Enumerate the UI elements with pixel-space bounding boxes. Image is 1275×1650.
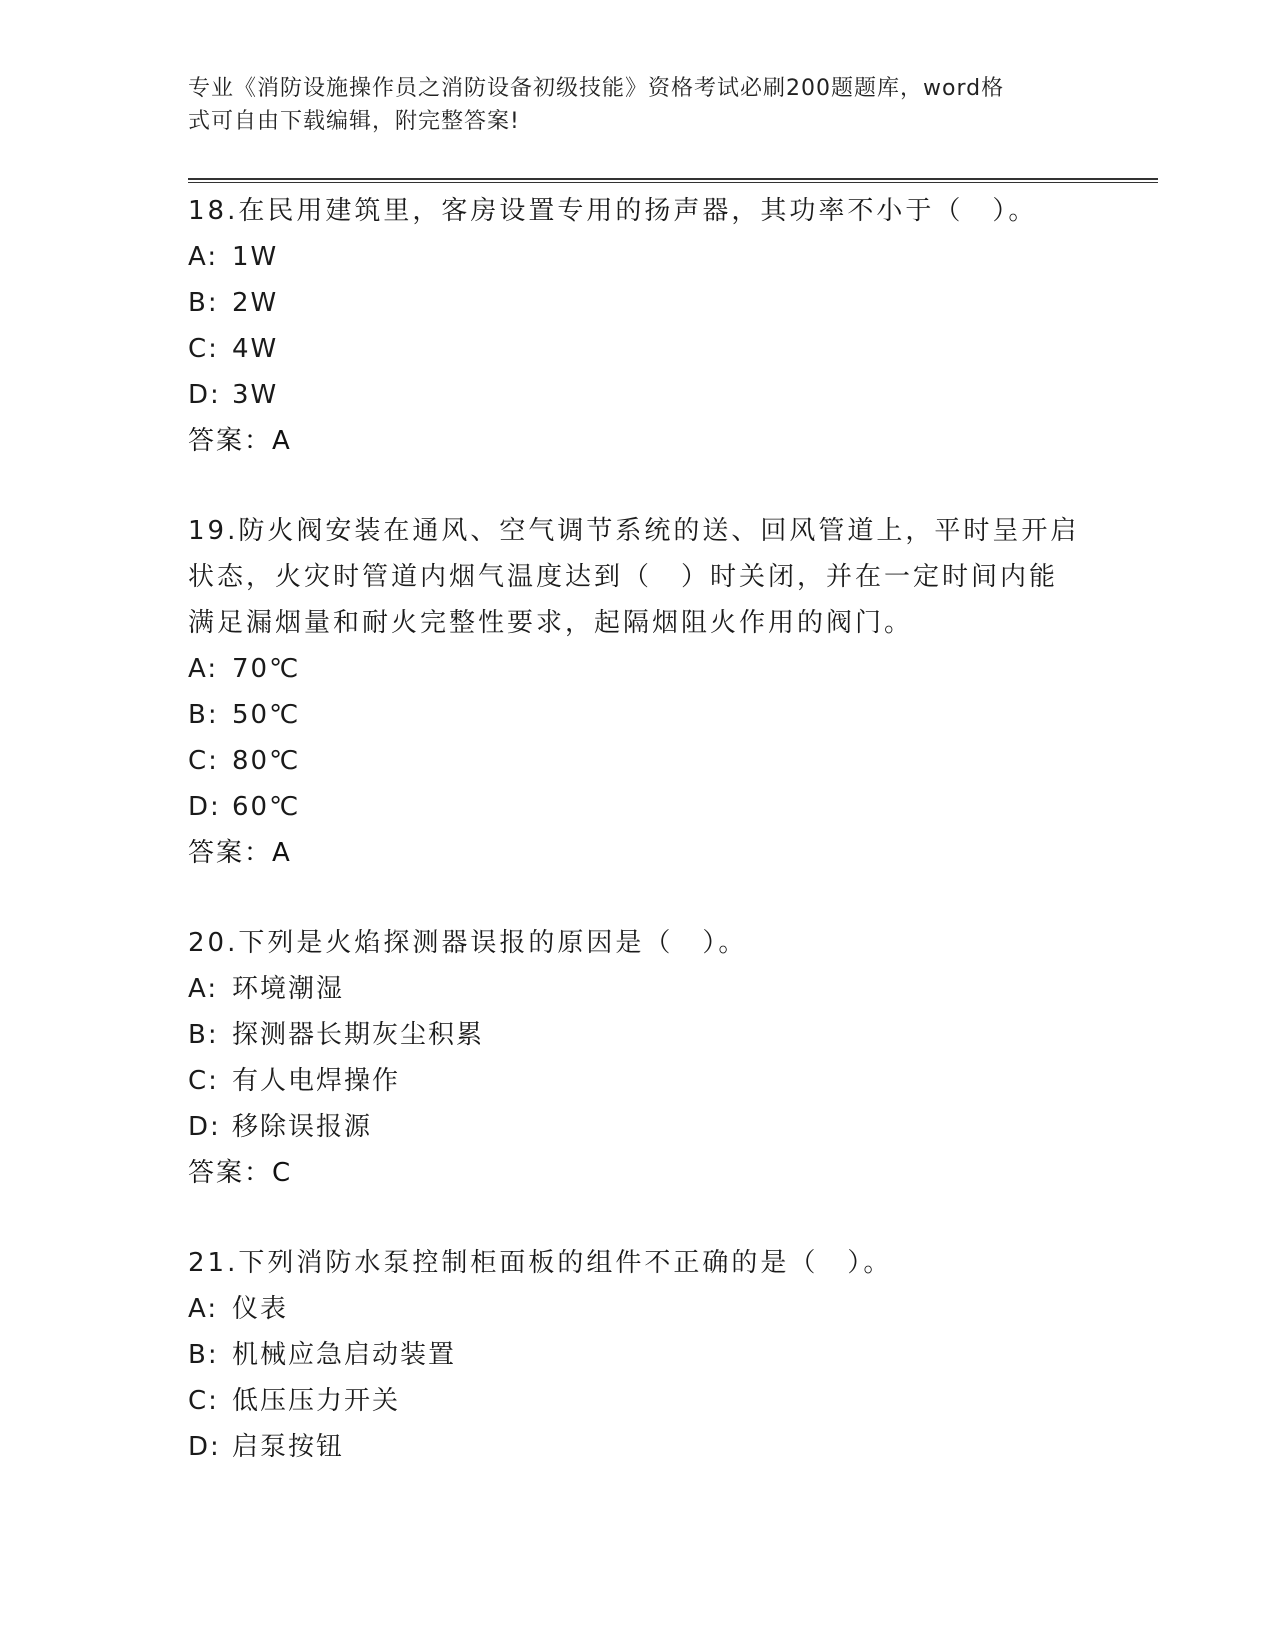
option-text: 80℃ bbox=[232, 746, 301, 776]
option-c bbox=[188, 326, 1088, 372]
option-text: 有人电焊操作 bbox=[232, 1066, 401, 1096]
option-text: 60℃ bbox=[232, 792, 301, 822]
option-label: A: bbox=[188, 1294, 219, 1324]
option-d bbox=[188, 1424, 1088, 1470]
option-c bbox=[188, 738, 1088, 784]
question-stem-line-1: 19.防火阀安装在通风、空气调节系统的送、回风管道上，平时呈开启 bbox=[188, 516, 1080, 546]
option-d bbox=[188, 784, 1088, 830]
option-label: D: bbox=[188, 1432, 221, 1462]
option-a bbox=[188, 646, 1088, 692]
question-20 bbox=[188, 920, 1088, 1196]
option-d bbox=[188, 372, 1088, 418]
option-text: 机械应急启动装置 bbox=[232, 1340, 457, 1370]
option-label: C: bbox=[188, 1386, 219, 1416]
option-label: D: bbox=[188, 380, 221, 410]
option-label: B: bbox=[188, 1340, 219, 1370]
option-text: 1W bbox=[232, 242, 279, 272]
document-header bbox=[188, 72, 1068, 138]
question-stem: 20.下列是火焰探测器误报的原因是（ ）。 bbox=[188, 928, 748, 958]
option-label: A: bbox=[188, 242, 219, 272]
option-b bbox=[188, 692, 1088, 738]
option-text: 2W bbox=[232, 288, 279, 318]
option-text: 移除误报源 bbox=[232, 1112, 373, 1142]
answer-line: 答案：A bbox=[188, 426, 292, 456]
header-divider bbox=[188, 178, 1158, 183]
answer-line: 答案：A bbox=[188, 838, 292, 868]
option-text: 探测器长期灰尘积累 bbox=[232, 1020, 485, 1050]
option-label: B: bbox=[188, 700, 219, 730]
option-c bbox=[188, 1378, 1088, 1424]
option-label: C: bbox=[188, 1066, 219, 1096]
option-text: 环境潮湿 bbox=[232, 974, 345, 1004]
option-label: B: bbox=[188, 1020, 219, 1050]
option-text: 仪表 bbox=[232, 1294, 289, 1324]
option-b bbox=[188, 1332, 1088, 1378]
option-text: 50℃ bbox=[232, 700, 301, 730]
option-label: A: bbox=[188, 974, 219, 1004]
question-stem: 18.在民用建筑里，客房设置专用的扬声器，其功率不小于（ ）。 bbox=[188, 196, 1038, 226]
option-text: 低压压力开关 bbox=[232, 1386, 401, 1416]
question-19 bbox=[188, 508, 1088, 876]
option-text: 启泵按钮 bbox=[232, 1432, 345, 1462]
question-stem: 21.下列消防水泵控制柜面板的组件不正确的是（ ）。 bbox=[188, 1248, 893, 1278]
option-d bbox=[188, 1104, 1088, 1150]
option-label: D: bbox=[188, 1112, 221, 1142]
question-21 bbox=[188, 1240, 1088, 1470]
option-label: B: bbox=[188, 288, 219, 318]
option-a bbox=[188, 1286, 1088, 1332]
option-b bbox=[188, 1012, 1088, 1058]
question-stem-line-2: 状态，火灾时管道内烟气温度达到（ ）时关闭，并在一定时间内能 bbox=[188, 562, 1059, 592]
answer-line: 答案：C bbox=[188, 1158, 293, 1188]
option-c bbox=[188, 1058, 1088, 1104]
option-b bbox=[188, 280, 1088, 326]
option-label: D: bbox=[188, 792, 221, 822]
header-line-2: 式可自由下载编辑，附完整答案! bbox=[188, 109, 520, 134]
option-a bbox=[188, 234, 1088, 280]
header-line-1: 专业《消防设施操作员之消防设备初级技能》资格考试必刷200题题库，word格 bbox=[188, 76, 1005, 101]
option-text: 4W bbox=[232, 334, 279, 364]
option-label: C: bbox=[188, 334, 219, 364]
option-label: C: bbox=[188, 746, 219, 776]
question-18 bbox=[188, 188, 1088, 464]
option-text: 70℃ bbox=[232, 654, 301, 684]
option-text: 3W bbox=[232, 380, 279, 410]
option-label: A: bbox=[188, 654, 219, 684]
question-stem-line-3: 满足漏烟量和耐火完整性要求，起隔烟阻火作用的阀门。 bbox=[188, 608, 914, 638]
option-a bbox=[188, 966, 1088, 1012]
